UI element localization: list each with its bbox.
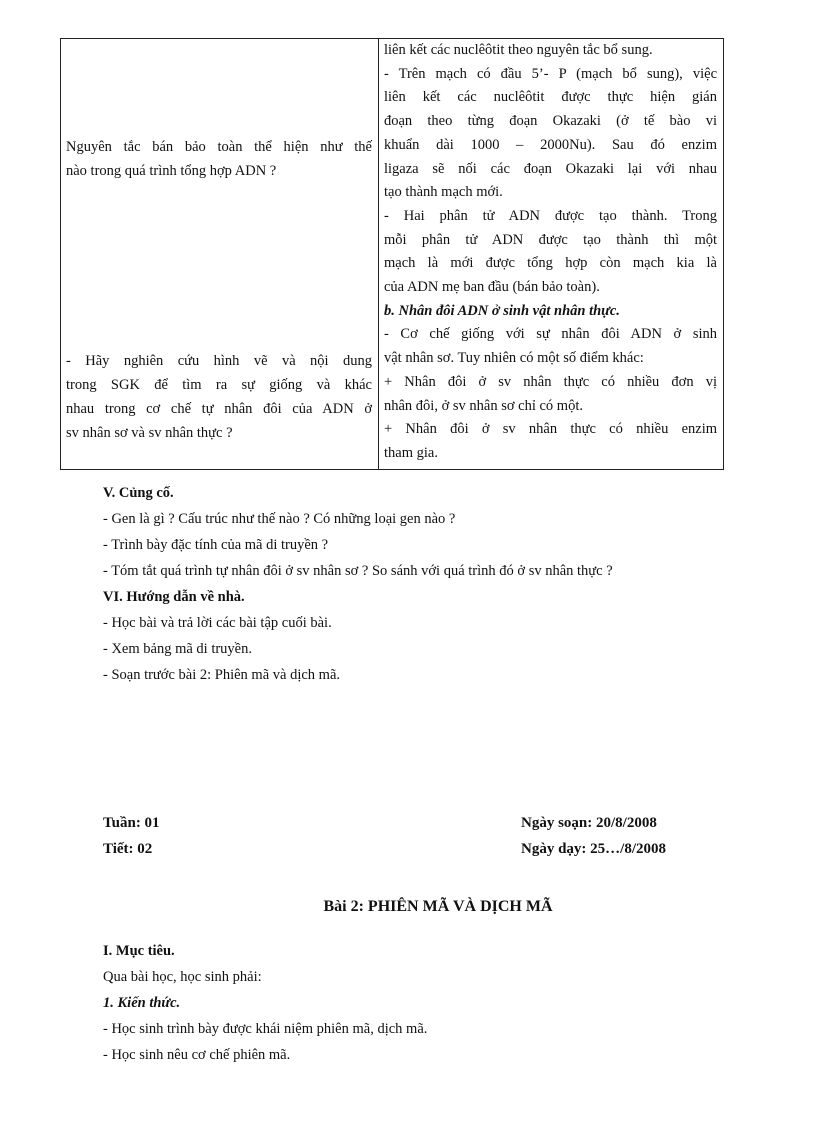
answer-line: - Hai phân tử ADN được tạo thành. Trong (384, 207, 717, 224)
question-line: Nguyên tắc bán bảo toàn thể hiện như thế (66, 139, 372, 155)
answer-line: nhân đôi, ở sv nhân sơ chỉ có một. (384, 397, 583, 414)
prepared-date: Ngày soạn: 20/8/2008 (521, 815, 657, 831)
question-line: sv nhân sơ và sv nhân thực ? (66, 425, 233, 441)
question-line: trong SGK để tìm ra sự giống và khác (66, 377, 372, 393)
answer-cell (379, 39, 724, 470)
answer-line: khuẩn dài 1000 – 2000Nu). Sau đó enzim (384, 136, 717, 153)
answer-line: vật nhân sơ. Tuy nhiên có một số điểm khác: (384, 350, 644, 367)
knowledge-subheading: 1. Kiến thức. (103, 995, 181, 1011)
cung-co-item: - Gen là gì ? Cấu trúc như thế nào ? Có những loại gen nào ? (103, 511, 456, 527)
huong-dan-item: - Soạn trước bài 2: Phiên mã và dịch mã. (103, 667, 340, 683)
answer-line: mạch là mới được tổng hợp còn mạch kia là (384, 255, 717, 272)
cung-co-item: - Tóm tắt quá trình tự nhân đôi ở sv nhân sơ ? So sánh với quá trình đó ở sv nhân thực ? (103, 563, 613, 579)
answer-line: mỗi phân tử ADN được tạo thành thì một (384, 231, 717, 248)
lesson-table (60, 38, 724, 470)
answer-line: tạo thành mạch mới. (384, 184, 503, 201)
question-column (61, 39, 378, 469)
table-row (61, 39, 724, 470)
huong-dan-heading: VI. Hướng dẫn về nhà. (103, 589, 245, 605)
answer-line: ligaza sẽ nối các đoạn Okazaki lại với nhau (384, 160, 717, 177)
cung-co-heading: V. Củng cố. (103, 485, 174, 501)
week-label: Tuần: 01 (103, 815, 160, 831)
answer-line: - Cơ chế giống với sự nhân đôi ADN ở sinh (384, 326, 717, 343)
question-line: nào trong quá trình tổng hợp ADN ? (66, 163, 277, 179)
lesson-title: Bài 2: PHIÊN MÃ VÀ DỊCH MÃ (323, 898, 553, 915)
objective-item: - Học sinh trình bày được khái niệm phiên mã, dịch mã. (103, 1021, 428, 1037)
answer-line: - Trên mạch có đầu 5’- P (mạch bổ sung), việc (384, 65, 717, 82)
answer-subheading: b. Nhân đôi ADN ở sinh vật nhân thực. (384, 302, 620, 319)
teaching-date: Ngày dạy: 25…/8/2008 (521, 841, 667, 857)
question-cell (61, 39, 379, 470)
objectives-heading: I. Mục tiêu. (103, 943, 175, 959)
answer-line: của ADN mẹ ban đầu (bán bảo toàn). (384, 279, 600, 295)
answer-line: + Nhân đôi ở sv nhân thực có nhiều enzim (384, 421, 717, 438)
question-line: - Hãy nghiên cứu hình vẽ và nội dung (66, 353, 372, 369)
answer-line: tham gia. (384, 444, 438, 461)
objective-item: - Học sinh nêu cơ chế phiên mã. (103, 1047, 291, 1063)
period-label: Tiết: 02 (103, 841, 153, 857)
huong-dan-item: - Xem bảng mã di truyền. (103, 641, 252, 657)
answer-line: đoạn theo từng đoạn Okazaki (ở tế bào vi (384, 113, 717, 130)
cung-co-item: - Trình bày đặc tính của mã di truyền ? (103, 537, 329, 553)
answer-line: liên kết các nuclêôtit được thực hiện gián (384, 89, 717, 106)
objectives-intro: Qua bài học, học sinh phải: (103, 969, 262, 985)
answer-column (379, 39, 723, 469)
huong-dan-item: - Học bài và trả lời các bài tập cuối bài. (103, 615, 332, 631)
answer-line: liên kết các nuclêôtit theo nguyên tắc bổ sung. (384, 42, 653, 58)
question-line: nhau trong cơ chế tự nhân đôi của ADN ở (66, 401, 372, 417)
answer-line: + Nhân đôi ở sv nhân thực có nhiều đơn vị (384, 373, 717, 390)
